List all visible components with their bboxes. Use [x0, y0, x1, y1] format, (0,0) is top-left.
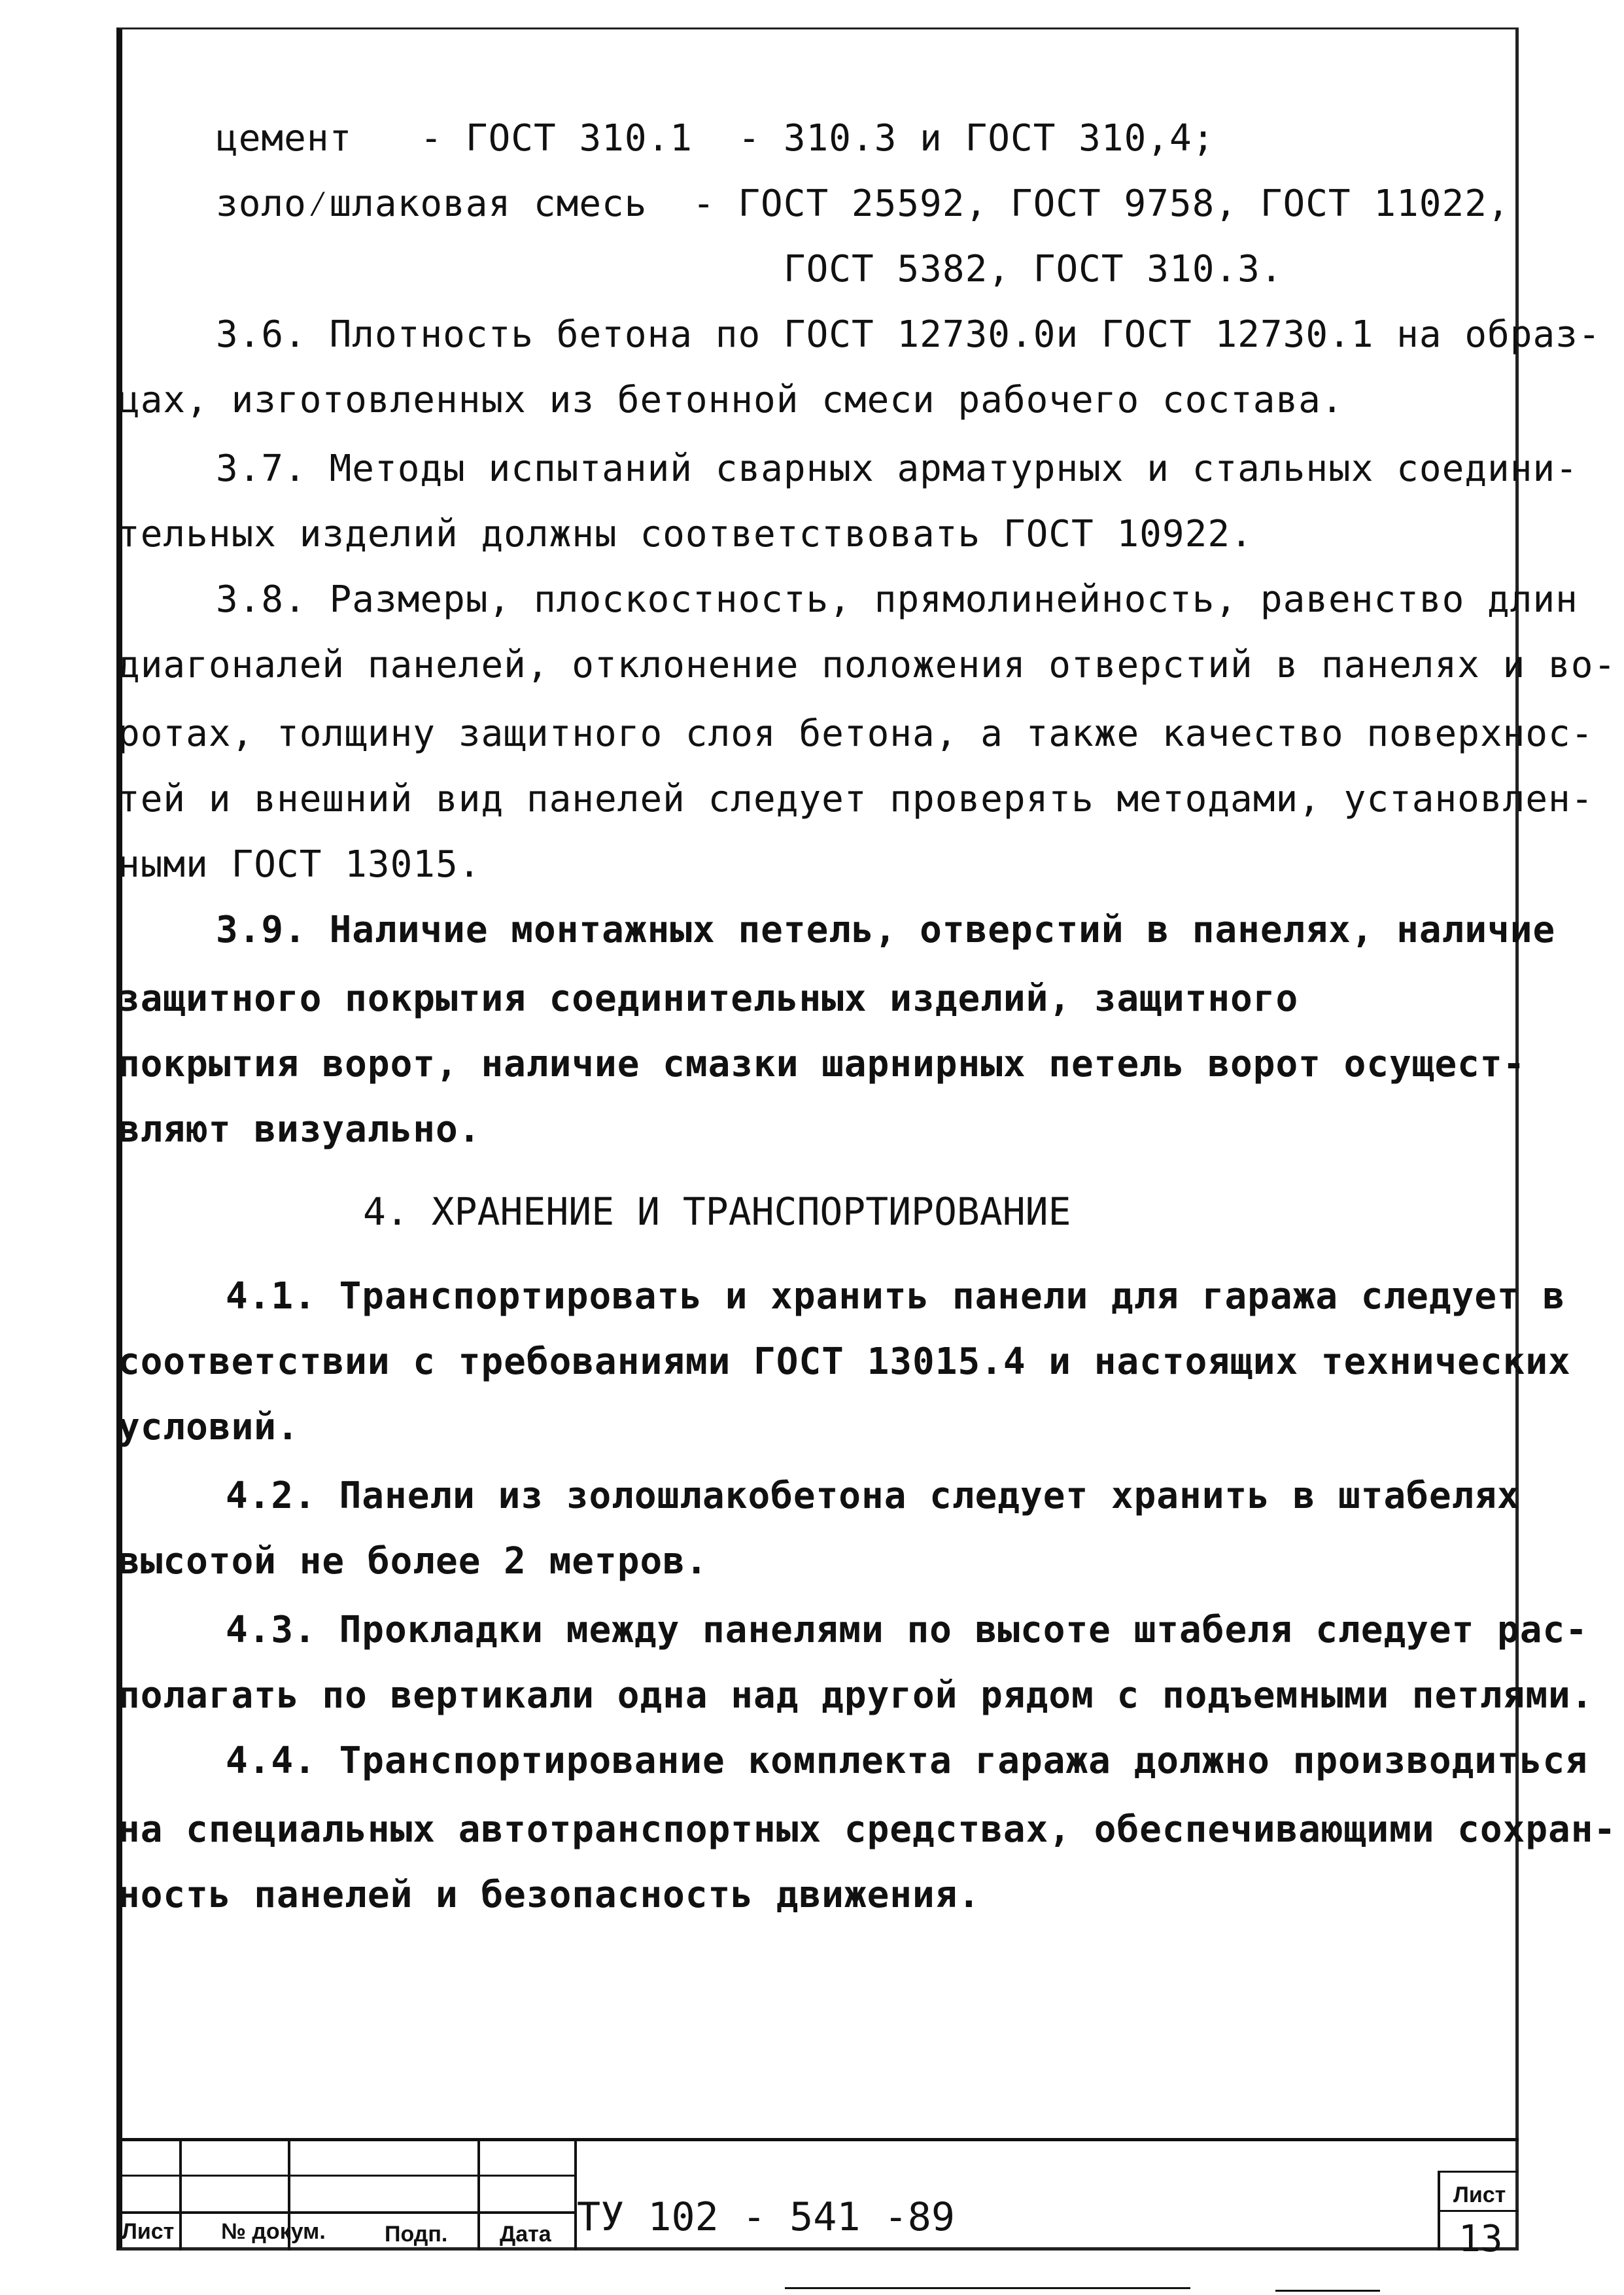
scan-mark — [1275, 2290, 1380, 2292]
text-line: покрытия ворот, наличие смазки шарнирных петель ворот осущест- — [118, 1043, 1526, 1085]
section-heading: 4. ХРАНЕНИЕ И ТРАНСПОРТИРОВАНИЕ — [363, 1189, 1071, 1234]
sheet-label: Лист — [1453, 2182, 1506, 2207]
text-line: ными ГОСТ 13015. — [118, 843, 481, 886]
text-line: ГОСТ 5382, ГОСТ 310.3. — [216, 248, 1283, 290]
stamp-col-date: Дата — [500, 2222, 551, 2247]
text-line: 4.1. Транспортировать и хранить панели для гаража следует в — [226, 1275, 1566, 1318]
stamp-col-sheet: Лист — [122, 2219, 175, 2244]
text-line: цемент - ГОСТ 310.1 - 310.3 и ГОСТ 310,4; — [216, 117, 1215, 160]
text-line: тей и внешний вид панелей следует проверять методами, установлен- — [118, 778, 1594, 820]
text-line: высотой не более 2 метров. — [118, 1540, 708, 1583]
text-line: тельных изделий должны соответствовать ГОСТ 10922. — [118, 513, 1253, 555]
text-line: 3.7. Методы испытаний сварных арматурных и стальных соедини- — [216, 447, 1578, 490]
text-line: 4.4. Транспортирование комплекта гаража должно производиться — [226, 1740, 1588, 1782]
scan-mark — [785, 2287, 1190, 2289]
text-line: 4.2. Панели из золошлакобетона следует хранить в штабелях — [226, 1475, 1520, 1517]
text-line: 4.3. Прокладки между панелями по высоте штабеля следует рас- — [226, 1609, 1588, 1651]
text-line: на специальных автотранспортных средствах, обеспечивающими сохран- — [118, 1808, 1617, 1851]
text-line: 3.9. Наличие монтажных петель, отверстий в панелях, наличие — [216, 909, 1556, 951]
document-code: ТУ 102 - 541 -89 — [577, 2194, 955, 2240]
text-line: диагоналей панелей, отклонение положения отверстий в панелях и во- — [118, 644, 1617, 686]
text-line: золо⁄шлаковая смесь - ГОСТ 25592, ГОСТ 9758, ГОСТ 11022, — [216, 183, 1510, 225]
sheet-number: 13 — [1459, 2218, 1503, 2260]
text-line: защитного покрытия соединительных изделий, защитного — [118, 977, 1299, 1020]
text-line: цах, изготовленных из бетонной смеси рабочего состава. — [118, 379, 1344, 421]
text-line: ротах, толщину защитного слоя бетона, а также качество поверхнос- — [118, 712, 1594, 755]
stamp-col-doc-no: № докум. — [221, 2219, 326, 2244]
stamp-col-sign: Подп. — [385, 2222, 448, 2247]
text-line: ность панелей и безопасность движения. — [118, 1874, 981, 1916]
text-line: соответствии с требованиями ГОСТ 13015.4 и настоящих технических — [118, 1340, 1571, 1383]
text-line: 3.8. Размеры, плоскостность, прямолинейность, равенство длин — [216, 578, 1578, 621]
text-line: условий. — [118, 1406, 300, 1448]
text-line: 3.6. Плотность бетона по ГОСТ 12730.0и ГОСТ 12730.1 на образ- — [216, 313, 1601, 356]
text-line: вляют визуально. — [118, 1108, 481, 1151]
text-line: полагать по вертикали одна над другой рядом с подъемными петлями. — [118, 1674, 1594, 1717]
